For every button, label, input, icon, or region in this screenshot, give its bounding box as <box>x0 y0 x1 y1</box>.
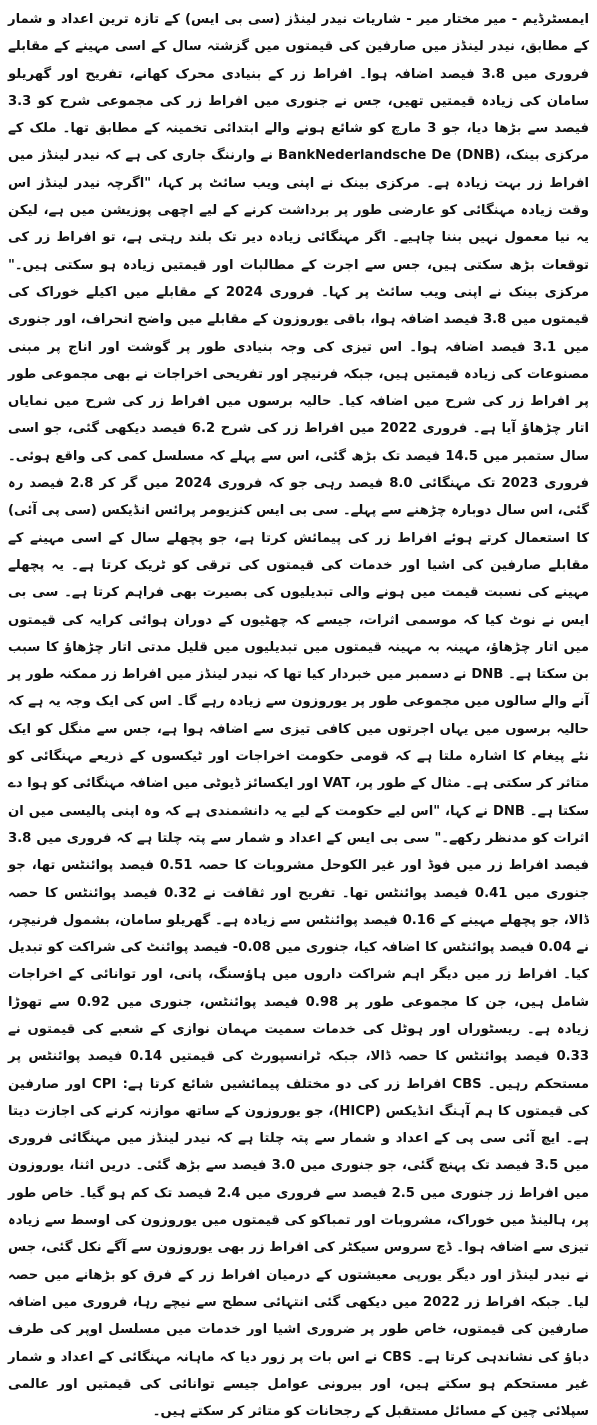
article-body: ایمسٹرڈیم - میر مختار میر - شاریات نیدر لینڈز (سی بی ایس) کے تازہ ترین اعداد و شمار کے مطابق، نیدر لینڈز میں صارفین کی قیمتوں میں گزشتہ سال کے اسی مہینے کے مقابلے فروری میں 3.8 فیصد اضافہ ہوا۔ افراط زر کے بنیادی محرک کھانے، تفریح اور گھریلو سامان کی زیادہ قیمتیں تھیں، جس نے جنوری میں افراط زر کی مجموعی شرح کو 3.3 فیصد سے بڑھا دیا، جو 3 مارچ کو شائع ہونے والے ابتدائی تخمینہ کے مطابق تھا۔ ملک کے مرکزی بینک، (DNB) BankNederlandsche De نے وارننگ جاری کی ہے کہ نیدر لینڈز میں افراط زر بہت زیادہ ہے۔ مرکزی بینک نے اپنی ویب سائٹ پر کہا، "اگرچہ نیدر لینڈز اس وقت زیادہ مہنگائی کو عارضی طور پر برداشت کرنے کے لیے اچھی پوزیشن میں ہے، لیکن یہ نیا معمول نہیں بننا چاہیے۔ اگر مہنگائی زیادہ دیر تک بلند رہتی ہے، تو افراط زر کی توقعات بڑھ سکتی ہیں، جس سے اجرت کے مطالبات اور قیمتیں زیادہ ہو سکتی ہیں۔" مرکزی بینک نے اپنی ویب سائٹ پر کہا۔ فروری 2024 کے مقابلے میں اکیلے خوراک کی قیمتوں میں 3.8 فیصد اضافہ ہوا، باقی یوروزون کے مقابلے میں واضح انحراف، اور جنوری میں 3.1 فیصد اضافہ ہوا۔ اس تیزی کی وجہ بنیادی طور پر گوشت اور اناج پر مبنی مصنوعات کی زیادہ قیمتیں ہیں، جبکہ فرنیچر اور تفریحی اخراجات نے بھی مجموعی طور پر افراط زر کی شرح میں اضافہ کیا۔ حالیہ برسوں میں افراط زر کی شرح میں نمایاں اتار چڑھاؤ آیا ہے۔ فروری 2022 میں افراط زر کی شرح 6.2 فیصد دیکھی گئی، جو اسی سال ستمبر میں 14.5 فیصد تک بڑھ گئی، اس سے پہلے کہ مسلسل کمی کی واقع ہوئی۔ فروری 2023 تک مہنگائی 8.0 فیصد رہی جو کہ فروری 2024 میں گر کر 2.8 فیصد رہ گئی، اس سال دوبارہ چڑھنے سے پہلے۔ سی بی ایس کنزیومر پرائس انڈیکس (سی پی آئی) کا استعمال کرتے ہوئے افراط زر کی پیمائش کرتا ہے، جو پچھلے سال کے اسی مہینے کے مقابلے صارفین کی اشیا اور خدمات کی قیمتوں کی ترقی کو ٹریک کرتا ہے۔ یہ پچھلے مہینے کی نسبت قیمت میں ہونے والی تبدیلیوں کی بصیرت بھی فراہم کرتا ہے۔ سی بی ایس نے نوٹ کیا کہ موسمی اثرات، جیسے کہ چھٹیوں کے دوران ہوائی کرایہ کی قیمتوں میں اتار چڑھاؤ، مہینہ بہ مہینہ قیمتوں میں تبدیلیوں میں قلیل مدتی اتار چڑھاؤ کا سبب بن سکتا ہے۔ DNB نے دسمبر میں خبردار کیا تھا کہ نیدر لینڈز میں افراط زر ممکنہ طور پر آنے والے سالوں میں مجموعی طور پر یوروزون سے زیادہ رہے گا۔ اس کی ایک وجہ یہ ہے کہ حالیہ برسوں میں یہاں اجرتوں میں کافی تیزی سے اضافہ ہوا ہے، جس سے منگل کو ایک نئے پیغام کا اشارہ ملتا ہے کہ قومی حکومت اخراجات اور ٹیکسوں کے ذریعے مہنگائی کو متاثر کر سکتی ہے۔ مثال کے طور پر، VAT اور ایکسائز ڈیوٹی میں اضافہ مہنگائی کو ہوا دے سکتا ہے۔ DNB نے کہا، "اس لیے حکومت کے لیے یہ دانشمندی ہے کہ وہ اپنی پالیسی میں ان اثرات کو مدنظر رکھے۔" سی بی ایس کے اعداد و شمار سے پتہ چلتا ہے کہ فروری میں 3.8 فیصد افراط زر میں فوڈ اور غیر الکوحل مشروبات کا حصہ 0.51 فیصد پوائنٹس تھا، جو جنوری میں 0.41 فیصد پوائنٹس تھا۔ تفریح اور ثقافت نے 0.32 فیصد پوائنٹس کا حصہ ڈالا، جو پچھلے مہینے کے 0.16 فیصد پوائنٹس سے زیادہ ہے۔ گھریلو سامان، بشمول فرنیچر، نے 0.04 فیصد پوائنٹس کا اضافہ کیا، جنوری میں 0.08- فیصد پوائنٹ کی شراکت کو تبدیل کیا۔ افراط زر میں دیگر اہم شراکت داروں میں ہاؤسنگ، پانی، اور توانائی کے اخراجات شامل ہیں، جن کا مجموعی طور پر 0.98 فیصد پوائنٹس، جنوری میں 0.92 سے تھوڑا زیادہ ہے۔ ریسٹوراں اور ہوٹل کی خدمات سمیت مہمان نوازی کے شعبے کی قیمتوں نے 0.33 فیصد پوائنٹس کا حصہ ڈالا، جبکہ ٹرانسپورٹ کی قیمتیں 0.14 فیصد پوائنٹس پر مستحکم رہیں۔ CBS افراط زر کی دو مختلف پیمائشیں شائع کرتا ہے: CPI اور صارفین کی قیمتوں کا ہم آہنگ انڈیکس (HICP)، جو یوروزون کے ساتھ موازنہ کرنے کی اجازت دیتا ہے۔ ایچ آئی سی پی کے اعداد و شمار سے پتہ چلتا ہے کہ نیدر لینڈز میں مہنگائی فروری میں 3.5 فیصد تک پہنچ گئی، جو جنوری میں 3.0 فیصد سے بڑھ گئی۔ دریں اثنا، یوروزون میں افراط زر جنوری میں 2.5 فیصد سے فروری میں 2.4 فیصد تک کم ہو گیا۔ خاص طور پر، ہالینڈ میں خوراک، مشروبات اور تمباکو کی قیمتوں میں یوروزون کی اوسط سے زیادہ تیزی سے اضافہ ہوا۔ ڈچ سروس سیکٹر کی افراط زر بھی یوروزون سے آگے نکل گئی، جس نے نیدر لینڈز اور دیگر یورپی معیشتوں کے درمیان افراط زر کے فرق کو بڑھانے میں حصہ لیا۔ جبکہ افراط زر 2022 میں دیکھی گئی انتہائی سطح سے نیچے رہا، فروری میں اضافہ صارفین کی قیمتوں، خاص طور پر ضروری اشیا اور خدمات میں مسلسل اوپر کی طرف دباؤ کی نشاندہی کرتا ہے۔ CBS نے اس بات پر زور دیا کہ ماہانہ مہنگائی کے اعداد و شمار غیر مستحکم ہو سکتے ہیں، اور بیرونی عوامل جیسے توانائی کی قیمتیں اور عالمی سپلائی چین کے مسائل مستقبل کے رجحانات کو متاثر کر سکتے ہیں۔ <box>8 12 590 1420</box>
